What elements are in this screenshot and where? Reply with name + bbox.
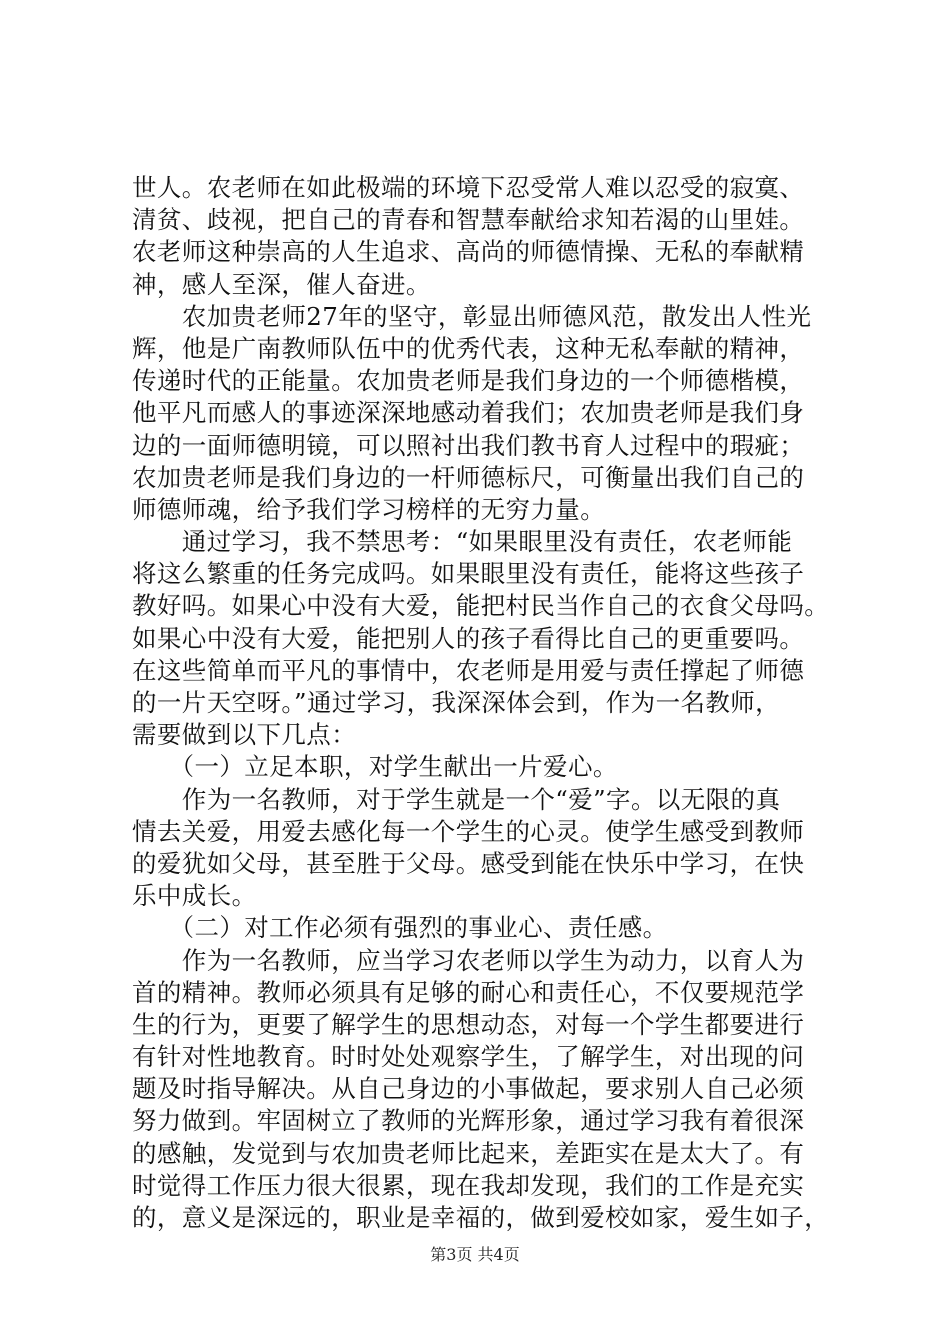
text-line: 教好吗。如果心中没有大爱，能把村民当作自己的衣食父母吗。 xyxy=(132,591,830,621)
text-line: 世人。农老师在如此极端的环境下忍受常人难以忍受的寂寞、 xyxy=(132,173,805,202)
text-line: 作为一名教师，对于学生就是一个“爱”字。以无限的真 xyxy=(132,784,781,814)
text-line: 的一片天空呀。”通过学习，我深深体会到，作为一名教师， xyxy=(132,688,781,717)
text-line: 情去关爱，用爱去感化每一个学生的心灵。使学生感受到教师 xyxy=(132,816,805,846)
text-line: 的爱犹如父母，甚至胜于父母。感受到能在快乐中学习，在快 xyxy=(132,848,805,878)
text-line: 如果心中没有大爱，能把别人的孩子看得比自己的更重要吗。 xyxy=(132,623,805,653)
text-line: 有针对性地教育。时时处处观察学生，了解学生，对出现的问 xyxy=(132,1042,805,1072)
text-line: 农加贵老师27年的坚守，彰显出师德风范，散发出人性光 xyxy=(132,301,812,331)
text-line: 他平凡而感人的事迹深深地感动着我们；农加贵老师是我们身 xyxy=(132,398,805,428)
text-line: 神，感人至深，催人奋进。 xyxy=(132,269,431,299)
text-line: 师德师魂，给予我们学习榜样的无穷力量。 xyxy=(132,494,606,524)
text-line: 农加贵老师是我们身边的一杆师德标尺，可衡量出我们自己的 xyxy=(132,462,805,492)
text-line: 辉，他是广南教师队伍中的优秀代表，这种无私奉献的精神， xyxy=(132,333,805,363)
text-line: 努力做到。牢固树立了教师的光辉形象，通过学习我有着很深 xyxy=(132,1106,805,1136)
text-line: 作为一名教师，应当学习农老师以学生为动力，以育人为 xyxy=(132,945,805,975)
text-line: 需要做到以下几点： xyxy=(132,720,357,750)
text-line: 的，意义是深远的，职业是幸福的，做到爱校如家，爱生如子， xyxy=(132,1203,830,1232)
text-line: 清贫、歧视，把自己的青春和智慧奉献给求知若渴的山里娃。 xyxy=(132,205,805,235)
text-line: 将这么繁重的任务完成吗。如果眼里没有责任，能将这些孩子 xyxy=(132,559,805,589)
text-line: 乐中成长。 xyxy=(132,881,257,911)
text-line: 生的行为，更要了解学生的思想动态，对每一个学生都要进行 xyxy=(132,1009,805,1039)
page-number-footer: 第3页 共4页 xyxy=(430,1245,520,1264)
text-line: 题及时指导解决。从自己身边的小事做起，要求别人自己必须 xyxy=(132,1074,805,1104)
text-line: 传递时代的正能量。农加贵老师是我们身边的一个师德楷模， xyxy=(132,366,805,396)
text-line: 在这些简单而平凡的事情中，农老师是用爱与责任撑起了师德 xyxy=(132,655,805,685)
text-line: 农老师这种崇高的人生追求、高尚的师德情操、无私的奉献精 xyxy=(132,237,805,267)
text-line: 首的精神。教师必须具有足够的耐心和责任心，不仅要规范学 xyxy=(132,977,805,1007)
text-line: 的感触，发觉到与农加贵老师比起来，差距实在是太大了。有 xyxy=(132,1138,805,1168)
section-heading-line: （二）对工作必须有强烈的事业心、责任感。 xyxy=(132,913,668,943)
text-line: 通过学习，我不禁思考：“如果眼里没有责任，农老师能 xyxy=(132,527,793,557)
text-line: 时觉得工作压力很大很累，现在我却发现，我们的工作是充实 xyxy=(132,1170,805,1200)
document-body xyxy=(132,172,832,1234)
text-line: 边的一面师德明镜，可以照衬出我们教书育人过程中的瑕疵； xyxy=(132,430,805,460)
section-heading-line: （一）立足本职，对学生献出一片爱心。 xyxy=(132,752,618,782)
